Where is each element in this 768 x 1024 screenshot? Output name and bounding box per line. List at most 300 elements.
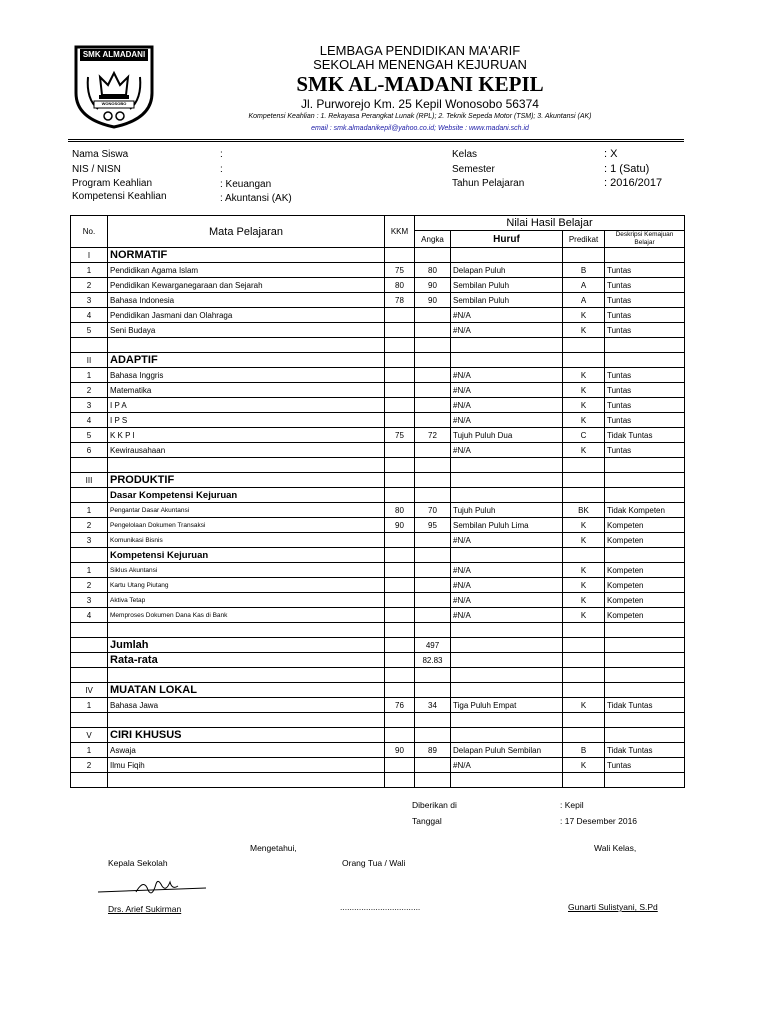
- empty-cell: [605, 623, 685, 638]
- table-cell: Sembilan Puluh: [451, 278, 563, 293]
- empty-cell: [108, 668, 385, 683]
- table-cell: 76: [385, 698, 415, 713]
- table-cell: 2: [71, 518, 108, 533]
- table-cell: Tuntas: [605, 413, 685, 428]
- table-cell: 5: [71, 323, 108, 338]
- table-cell: Kartu Utang Piutang: [108, 578, 385, 593]
- table-cell: Aswaja: [108, 743, 385, 758]
- subsection-row: [71, 548, 685, 563]
- section-no: V: [71, 728, 108, 743]
- table-cell: Pengelolaan Dokumen Transaksi: [108, 518, 385, 533]
- empty-cell: [605, 653, 685, 668]
- table-cell: Kompeten: [605, 578, 685, 593]
- logo-text: SMK ALMADANI: [82, 50, 146, 59]
- empty-cell: [385, 248, 415, 263]
- header-deskripsi: Deskripsi Kemajuan Belajar: [605, 231, 685, 248]
- empty-cell: [451, 338, 563, 353]
- empty-cell: [385, 728, 415, 743]
- info-label: Tahun Pelajaran: [452, 178, 525, 189]
- table-cell: [385, 443, 415, 458]
- empty-cell: [451, 638, 563, 653]
- table-row: [71, 758, 685, 773]
- table-cell: K: [563, 563, 605, 578]
- empty-cell: [451, 668, 563, 683]
- table-cell: 6: [71, 443, 108, 458]
- table-cell: Tuntas: [605, 758, 685, 773]
- table-cell: C: [563, 428, 605, 443]
- table-row: [71, 578, 685, 593]
- empty-cell: [563, 458, 605, 473]
- table-cell: 78: [385, 293, 415, 308]
- header-divider: [68, 139, 684, 140]
- empty-cell: [605, 713, 685, 728]
- empty-cell: [385, 338, 415, 353]
- table-cell: K: [563, 323, 605, 338]
- table-cell: Pendidikan Jasmani dan Olahraga: [108, 308, 385, 323]
- section-row: [71, 248, 685, 263]
- table-cell: I P S: [108, 413, 385, 428]
- header-predikat: Predikat: [563, 231, 605, 248]
- contact-info: email : smk.almadanikepil@yahoo.co.id; Website : www.madani.sch.id: [311, 125, 529, 132]
- table-row: [71, 563, 685, 578]
- table-row: [71, 368, 685, 383]
- table-cell: Tidak Tuntas: [605, 743, 685, 758]
- empty-cell: [563, 728, 605, 743]
- empty-cell: [605, 728, 685, 743]
- empty-cell: [415, 488, 451, 503]
- table-cell: [385, 323, 415, 338]
- table-cell: K: [563, 533, 605, 548]
- table-cell: 2: [71, 578, 108, 593]
- table-cell: K: [563, 593, 605, 608]
- table-row: [71, 278, 685, 293]
- table-cell: Tuntas: [605, 323, 685, 338]
- empty-cell: [415, 458, 451, 473]
- table-cell: 1: [71, 743, 108, 758]
- table-cell: [415, 383, 451, 398]
- table-cell: #N/A: [451, 443, 563, 458]
- table-cell: Seni Budaya: [108, 323, 385, 338]
- empty-cell: [385, 548, 415, 563]
- table-cell: [415, 323, 451, 338]
- empty-cell: [563, 773, 605, 788]
- table-cell: 1: [71, 563, 108, 578]
- table-cell: [415, 368, 451, 383]
- subsection-title: Dasar Kompetensi Kejuruan: [108, 488, 385, 503]
- empty-cell: [385, 668, 415, 683]
- table-cell: Bahasa Indonesia: [108, 293, 385, 308]
- empty-cell: [415, 773, 451, 788]
- info-label: Kompetensi Keahlian: [72, 191, 167, 202]
- table-cell: [385, 758, 415, 773]
- info-label: Program Keahlian: [72, 178, 153, 189]
- total-row: [71, 638, 685, 653]
- empty-cell: [71, 458, 108, 473]
- school-logo: [72, 43, 156, 129]
- empty-cell: [563, 548, 605, 563]
- info-value: : Akuntansi (AK): [220, 193, 292, 204]
- info-value: :: [220, 164, 223, 175]
- empty-cell: [71, 623, 108, 638]
- empty-cell: [563, 653, 605, 668]
- empty-cell: [563, 623, 605, 638]
- table-cell: Delapan Puluh: [451, 263, 563, 278]
- table-cell: K: [563, 368, 605, 383]
- empty-cell: [415, 623, 451, 638]
- table-row: [71, 413, 685, 428]
- empty-cell: [71, 773, 108, 788]
- empty-cell: [108, 338, 385, 353]
- empty-cell: [563, 638, 605, 653]
- table-cell: A: [563, 278, 605, 293]
- table-cell: Tuntas: [605, 383, 685, 398]
- table-cell: [385, 563, 415, 578]
- empty-cell: [605, 338, 685, 353]
- table-cell: [385, 383, 415, 398]
- section-no: IV: [71, 683, 108, 698]
- table-cell: [415, 398, 451, 413]
- table-cell: [385, 578, 415, 593]
- empty-cell: [71, 338, 108, 353]
- date-value: : 17 Desember 2016: [560, 816, 638, 826]
- empty-cell: [385, 623, 415, 638]
- table-cell: [415, 308, 451, 323]
- section-no: III: [71, 473, 108, 488]
- section-row: [71, 353, 685, 368]
- table-cell: #N/A: [451, 323, 563, 338]
- empty-cell: [385, 638, 415, 653]
- table-cell: K: [563, 758, 605, 773]
- empty-cell: [385, 458, 415, 473]
- table-cell: Kewirausahaan: [108, 443, 385, 458]
- table-cell: BK: [563, 503, 605, 518]
- table-cell: Tiga Puluh Empat: [451, 698, 563, 713]
- average-label: Rata-rata: [108, 653, 385, 668]
- table-cell: 1: [71, 368, 108, 383]
- info-label: Semester: [452, 164, 495, 175]
- table-cell: Tuntas: [605, 293, 685, 308]
- info-value: : Keuangan: [220, 179, 272, 190]
- empty-cell: [451, 623, 563, 638]
- empty-cell: [108, 458, 385, 473]
- given-value: : Kepil: [560, 800, 584, 810]
- table-cell: 75: [385, 263, 415, 278]
- empty-cell: [451, 248, 563, 263]
- empty-cell: [605, 683, 685, 698]
- empty-cell: [415, 713, 451, 728]
- table-cell: 72: [415, 428, 451, 443]
- empty-cell: [415, 728, 451, 743]
- empty-cell: [563, 488, 605, 503]
- section-no: I: [71, 248, 108, 263]
- homeroom-teacher-name: Gunarti Sulistyani, S.Pd: [568, 902, 658, 912]
- table-cell: Pengantar Dasar Akuntansi: [108, 503, 385, 518]
- table-cell: Tuntas: [605, 443, 685, 458]
- table-cell: Tuntas: [605, 368, 685, 383]
- table-cell: #N/A: [451, 758, 563, 773]
- table-cell: #N/A: [451, 368, 563, 383]
- subsection-title: Kompetensi Kejuruan: [108, 548, 385, 563]
- table-cell: Bahasa Jawa: [108, 698, 385, 713]
- section-title: NORMATIF: [108, 248, 385, 263]
- table-cell: [385, 413, 415, 428]
- table-cell: Sembilan Puluh Lima: [451, 518, 563, 533]
- table-cell: Tuntas: [605, 278, 685, 293]
- table-cell: Tujuh Puluh Dua: [451, 428, 563, 443]
- empty-cell: [605, 473, 685, 488]
- table-cell: 1: [71, 263, 108, 278]
- table-cell: Kompeten: [605, 518, 685, 533]
- total-label: Jumlah: [108, 638, 385, 653]
- table-cell: #N/A: [451, 578, 563, 593]
- empty-cell: [605, 638, 685, 653]
- table-cell: 3: [71, 533, 108, 548]
- table-cell: #N/A: [451, 593, 563, 608]
- table-cell: Bahasa Inggris: [108, 368, 385, 383]
- table-cell: 4: [71, 608, 108, 623]
- parent-label: Orang Tua / Wali: [342, 858, 406, 868]
- table-cell: [415, 578, 451, 593]
- header-divider-2: [68, 141, 684, 142]
- table-cell: I P A: [108, 398, 385, 413]
- table-cell: [415, 593, 451, 608]
- table-row: [71, 323, 685, 338]
- competency-list: Kompetensi Keahlian : 1. Rekayasa Perangkat Lunak (RPL); 2. Teknik Sepeda Motor (TSM); 3. Akuntansi (AK): [248, 113, 592, 120]
- empty-cell: [451, 488, 563, 503]
- spacer-row: [71, 713, 685, 728]
- empty-cell: [451, 773, 563, 788]
- table-cell: 34: [415, 698, 451, 713]
- table-cell: Tidak Kompeten: [605, 503, 685, 518]
- empty-cell: [108, 623, 385, 638]
- table-cell: #N/A: [451, 608, 563, 623]
- table-row: [71, 593, 685, 608]
- empty-cell: [71, 548, 108, 563]
- empty-cell: [415, 473, 451, 488]
- table-cell: Kompeten: [605, 593, 685, 608]
- empty-cell: [605, 773, 685, 788]
- empty-cell: [451, 353, 563, 368]
- section-title: ADAPTIF: [108, 353, 385, 368]
- table-cell: K K P I: [108, 428, 385, 443]
- table-row: [71, 743, 685, 758]
- table-cell: #N/A: [451, 383, 563, 398]
- spacer-row: [71, 668, 685, 683]
- empty-cell: [385, 488, 415, 503]
- table-cell: [415, 443, 451, 458]
- empty-cell: [605, 248, 685, 263]
- table-cell: K: [563, 413, 605, 428]
- table-row: [71, 608, 685, 623]
- table-cell: B: [563, 743, 605, 758]
- empty-cell: [451, 548, 563, 563]
- empty-cell: [605, 458, 685, 473]
- table-cell: A: [563, 293, 605, 308]
- table-cell: [415, 563, 451, 578]
- empty-cell: [451, 713, 563, 728]
- table-cell: 2: [71, 758, 108, 773]
- total-value: 497: [415, 638, 451, 653]
- info-value: : 1 (Satu): [604, 163, 650, 175]
- table-row: [71, 503, 685, 518]
- table-cell: [385, 368, 415, 383]
- table-cell: 70: [415, 503, 451, 518]
- spacer-row: [71, 623, 685, 638]
- table-cell: 95: [415, 518, 451, 533]
- empty-cell: [451, 728, 563, 743]
- table-cell: [415, 533, 451, 548]
- subsection-row: [71, 488, 685, 503]
- header-subject: Mata Pelajaran: [108, 216, 385, 248]
- table-cell: K: [563, 518, 605, 533]
- empty-cell: [563, 668, 605, 683]
- date-label: Tanggal: [412, 816, 442, 826]
- empty-cell: [415, 683, 451, 698]
- empty-cell: [71, 653, 108, 668]
- empty-cell: [385, 683, 415, 698]
- given-label: Diberikan di: [412, 800, 457, 810]
- table-cell: 5: [71, 428, 108, 443]
- school-type: SEKOLAH MENENGAH KEJURUAN: [313, 57, 527, 72]
- empty-cell: [385, 653, 415, 668]
- table-row: [71, 398, 685, 413]
- table-cell: K: [563, 308, 605, 323]
- empty-cell: [563, 473, 605, 488]
- table-cell: [385, 308, 415, 323]
- table-cell: #N/A: [451, 308, 563, 323]
- table-cell: [415, 413, 451, 428]
- empty-cell: [415, 338, 451, 353]
- table-cell: Tidak Tuntas: [605, 428, 685, 443]
- principal-signature: [96, 874, 216, 900]
- table-cell: K: [563, 698, 605, 713]
- table-cell: Komunikasi Bisnis: [108, 533, 385, 548]
- logo-sub: WONOSOBO: [101, 101, 127, 106]
- empty-cell: [71, 488, 108, 503]
- header-kkm: KKM: [385, 216, 415, 248]
- section-row: [71, 683, 685, 698]
- table-cell: Tujuh Puluh: [451, 503, 563, 518]
- table-cell: 90: [415, 278, 451, 293]
- table-cell: 1: [71, 698, 108, 713]
- section-title: PRODUKTIF: [108, 473, 385, 488]
- school-address: Jl. Purworejo Km. 25 Kepil Wonosobo 56374: [301, 97, 539, 111]
- info-value: :: [220, 149, 223, 160]
- school-name: SMK AL-MADANI KEPIL: [296, 72, 544, 96]
- section-title: MUATAN LOKAL: [108, 683, 385, 698]
- table-cell: [385, 608, 415, 623]
- table-cell: Kompeten: [605, 533, 685, 548]
- table-cell: 80: [415, 263, 451, 278]
- table-cell: B: [563, 263, 605, 278]
- empty-cell: [563, 353, 605, 368]
- empty-cell: [108, 773, 385, 788]
- table-row: [71, 533, 685, 548]
- table-cell: 3: [71, 593, 108, 608]
- table-cell: 90: [415, 293, 451, 308]
- table-cell: 90: [385, 518, 415, 533]
- info-value: : 2016/2017: [604, 177, 663, 189]
- empty-cell: [415, 248, 451, 263]
- kepala-label: Kepala Sekolah: [108, 858, 168, 868]
- average-row: [71, 653, 685, 668]
- empty-cell: [605, 488, 685, 503]
- table-cell: #N/A: [451, 563, 563, 578]
- empty-cell: [451, 458, 563, 473]
- table-row: [71, 383, 685, 398]
- table-cell: Delapan Puluh Sembilan: [451, 743, 563, 758]
- empty-cell: [563, 248, 605, 263]
- table-cell: 89: [415, 743, 451, 758]
- info-label: Nama Siswa: [72, 149, 129, 160]
- table-cell: Aktiva Tetap: [108, 593, 385, 608]
- empty-cell: [71, 638, 108, 653]
- table-cell: Tidak Tuntas: [605, 698, 685, 713]
- table-cell: Kompeten: [605, 563, 685, 578]
- empty-cell: [605, 353, 685, 368]
- table-cell: 90: [385, 743, 415, 758]
- table-cell: 80: [385, 503, 415, 518]
- table-cell: Ilmu Fiqih: [108, 758, 385, 773]
- section-title: CIRI KHUSUS: [108, 728, 385, 743]
- parent-signature-line: ..................................: [340, 902, 421, 912]
- table-cell: Matematika: [108, 383, 385, 398]
- table-cell: Memproses Dokumen Dana Kas di Bank: [108, 608, 385, 623]
- table-cell: Kompeten: [605, 608, 685, 623]
- empty-cell: [451, 653, 563, 668]
- empty-cell: [385, 473, 415, 488]
- table-cell: 4: [71, 413, 108, 428]
- table-row: [71, 443, 685, 458]
- empty-cell: [108, 713, 385, 728]
- table-cell: [415, 608, 451, 623]
- empty-cell: [563, 683, 605, 698]
- empty-cell: [385, 773, 415, 788]
- table-row: [71, 698, 685, 713]
- empty-cell: [451, 683, 563, 698]
- table-row: [71, 263, 685, 278]
- table-cell: #N/A: [451, 398, 563, 413]
- table-cell: [385, 398, 415, 413]
- empty-cell: [563, 338, 605, 353]
- table-cell: [415, 758, 451, 773]
- table-cell: 4: [71, 308, 108, 323]
- table-cell: #N/A: [451, 413, 563, 428]
- table-cell: 75: [385, 428, 415, 443]
- table-cell: K: [563, 383, 605, 398]
- empty-cell: [385, 353, 415, 368]
- spacer-row: [71, 458, 685, 473]
- header-huruf: Huruf: [451, 231, 563, 248]
- table-cell: K: [563, 443, 605, 458]
- header-group: Nilai Hasil Belajar: [415, 216, 685, 231]
- empty-cell: [415, 353, 451, 368]
- empty-cell: [71, 668, 108, 683]
- table-cell: 80: [385, 278, 415, 293]
- principal-name: Drs. Arief Sukirman: [108, 904, 182, 914]
- header-angka: Angka: [415, 231, 451, 248]
- header-no: No.: [71, 216, 108, 248]
- empty-cell: [605, 668, 685, 683]
- table-cell: K: [563, 398, 605, 413]
- table-cell: [385, 533, 415, 548]
- spacer-row: [71, 773, 685, 788]
- empty-cell: [71, 713, 108, 728]
- empty-cell: [451, 473, 563, 488]
- table-cell: Pendidikan Kewarganegaraan dan Sejarah: [108, 278, 385, 293]
- wali-kelas-label: Wali Kelas,: [594, 843, 637, 853]
- empty-cell: [415, 668, 451, 683]
